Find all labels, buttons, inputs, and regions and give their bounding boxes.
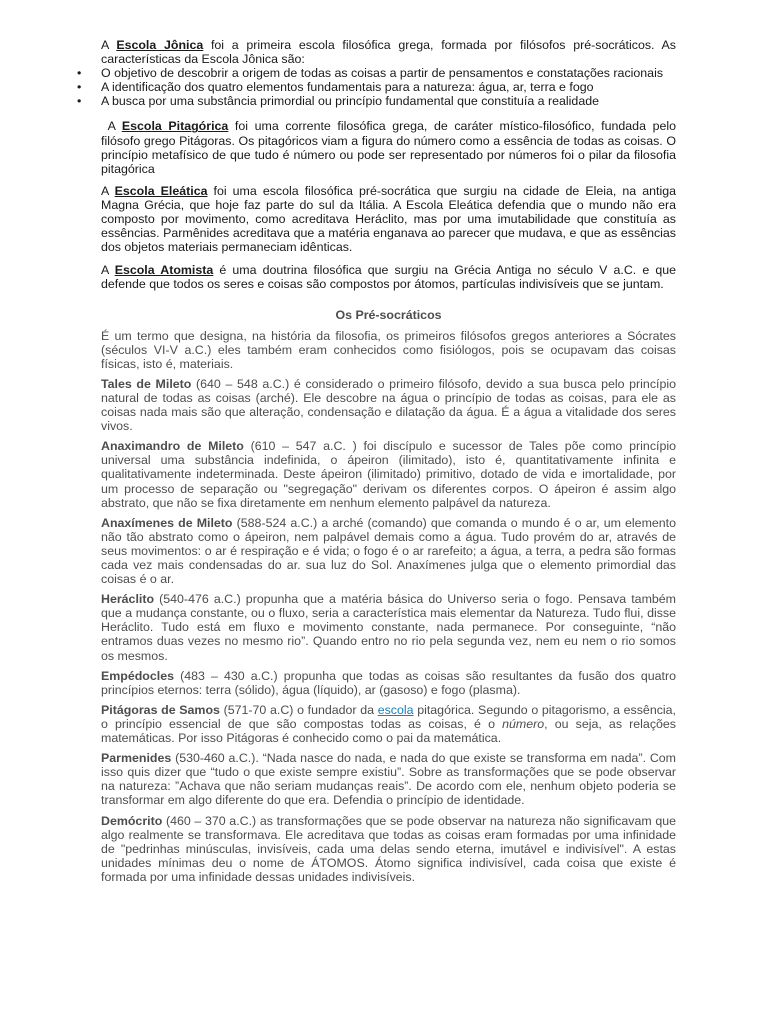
list-item: • O objetivo de descobrir a origem de todas as coisas a partir de pensamentos e constatações racionais <box>77 66 664 81</box>
thinker-empedocles: Empédocles (483 – 430 a.C.) propunha que todas as coisas são resultantes da fusão dos quatro princípios eternos: terra (sólido), água (líquido), ar (gasoso) e fogo (plasma). <box>101 668 676 697</box>
term-escola-eleatica: Escola Eleática <box>114 183 208 198</box>
list-item: • A identificação dos quatro elementos fundamentais para a natureza: água, ar, terra e fogo <box>77 80 594 95</box>
thinker-name: Demócrito <box>101 813 163 828</box>
bullet-icon: • <box>77 80 82 95</box>
jonica-characteristics-list <box>77 66 676 109</box>
thinker-name: Anaxímenes de Mileto <box>101 515 233 530</box>
thinker-pitagoras: Pitágoras de Samos (571-70 a.C) o fundador da escola pitagórica. Segundo o pitagorismo, a essência, o princípio essencial de que são compostas todas as coisas, é o número, ou seja, as relações matemáticas. Por isso Pitágoras é conhecido como o pai da matemática. <box>101 702 676 746</box>
thinker-name: Pitágoras de Samos <box>101 702 220 717</box>
paragraph-escola-atomista: A Escola Atomista é uma doutrina filosófica que surgiu na Grécia Antiga no século V a.C. e que defende que todos os seres e coisas são compostos por átomos, partículas indivisíveis que se juntam. <box>101 263 677 292</box>
term-escola-pitagorica: Escola Pitagórica <box>121 119 229 134</box>
escola-link[interactable]: escola <box>377 702 414 717</box>
thinker-heraclito: Heráclito (540-476 a.C.) propunha que a matéria básica do Universo seria o fogo. Pensava também que a mudança constante, ou o fluxo, seria a característica mais elementar da Natureza. Tudo flui, disse Heráclito. Tudo está em fluxo e movimento constante, nada permanece. Por conseguinte, “não entramos duas vezes no mesmo rio”. Quando entro no rio pela segunda vez, nem eu nem o rio somos os mesmos. <box>101 592 676 663</box>
term-escola-jonica: Escola Jônica <box>116 38 204 52</box>
thinker-name: Empédocles <box>101 668 174 683</box>
thinker-tales: Tales de Mileto (640 – 548 a.C.) é considerado o primeiro filósofo, devido a sua busca pelo princípio natural de todas as coisas (arché). Ele descobre na água o princípio de todas as coisas, para ele as coisas nada mais são que alteração, condensação e dilatação da água. É a água a vitalidade dos seres vivos. <box>101 376 676 434</box>
thinker-democrito: Demócrito (460 – 370 a.C.) as transformações que se pode observar na natureza não significavam que algo realmente se transformava. Ele acreditava que todas as coisas eram formadas por uma infinidade de "pedrinhas minúsculas, invisíveis, cada uma delas sendo eterna, imutável e indivisível". A estas unidades mínimas deu o nome de ÁTOMOS. Átomo significa indivisível, cada coisa que existe é formada por uma infinidade dessas unidades indivisíveis. <box>101 813 676 884</box>
bullet-icon: • <box>77 94 82 109</box>
bullet-icon: • <box>77 66 82 81</box>
paragraph-escola-jonica: A Escola Jônica foi a primeira escola filosófica grega, formada por filósofos pré-socráticos. As características da Escola Jônica são: <box>101 38 676 67</box>
term-escola-atomista: Escola Atomista <box>114 263 214 278</box>
thinker-anaximenes: Anaxímenes de Mileto (588-524 a.C.) a arché (comando) que comanda o mundo é o ar, um elemento não tão abstrato como o ápeiron, nem palpável demais como a água. Tudo provém do ar, através de seus movimentos: o ar é respiração e é vida; o fogo é o ar rarefeito; a água, a terra, a pedra são formas cada vez mais condensadas do ar. sua luz do Sol. Anaxímenes julga que o elemento primordial das coisas é o ar. <box>101 515 677 587</box>
section-title: Os Pré-socráticos <box>335 307 442 322</box>
thinker-parmenides: Parmenides (530-460 a.C.). “Nada nasce do nada, e nada do que existe se transforma em nada”. Com isso quis dizer que “tudo o que existe sempre existiu”. Sobre as transformações que se pode observar na natureza: ”Achava que não seriam mudanças reais”. De acordo com ele, nenhum objeto poderia se transformar em algo diferente do que era. Defendia o princípio de identidade. <box>101 751 676 808</box>
paragraph-escola-pitagorica: A Escola Pitagórica foi uma corrente filosófica grega, de caráter místico-filosófico, fundada pelo filósofo grego Pitágoras. Os pitagóricos viam a figura do número como a essência de todas as coisas. O princípio metafísico de que tudo é número ou pode ser representado por números foi o pilar da filosofia pitagórica <box>101 119 680 176</box>
thinker-name: Heráclito <box>101 592 155 607</box>
thinker-anaximandro: Anaximandro de Mileto (610 – 547 a.C. ) foi discípulo e sucessor de Tales põe como princípio universal uma substância indefinida, o ápeiron (ilimitado), isto é, quantitativamente infinita e qualitativamente indeterminada. Deste ápeiron (ilimitado) primitivo, dotado de vida e imortalidade, por um processo de separação ou "segregação" derivam os diferentes corpos. O ápeiron é assim algo abstrato, que não se fixa diretamente em nenhum elemento palpável da natureza. <box>101 439 676 510</box>
thinker-name: Anaximandro de Mileto <box>101 439 244 454</box>
paragraph-intro: É um termo que designa, na história da filosofia, os primeiros filósofos gregos anteriores a Sócrates (séculos VI-V a.C.) eles também eram conhecidos como fisiólogos, pois se ocupavam das coisas físicas, isto é, materiais. <box>101 328 676 371</box>
paragraph-escola-eleatica: A Escola Eleática foi uma escola filosófica pré-socrática que surgiu na cidade de Eleia, na antiga Magna Grécia, que hoje faz parte do sul da Itália. A Escola Eleática defendia que o mundo não era composto por movimento, como acreditava Heráclito, mas por uma imutabilidade que constituía as essências. Parmênides acreditava que a matéria enganava ao parecer que mudava, e que as essências dos objetos materiais permaneciam idênticas. <box>101 183 676 255</box>
document-page <box>77 38 680 884</box>
list-item: • A busca por uma substância primordial ou princípio fundamental que constituía a realidade <box>77 94 599 109</box>
thinker-name: Tales de Mileto <box>101 376 192 391</box>
thinker-name: Parmenides <box>101 751 172 766</box>
emphasis-numero: número <box>502 716 545 731</box>
